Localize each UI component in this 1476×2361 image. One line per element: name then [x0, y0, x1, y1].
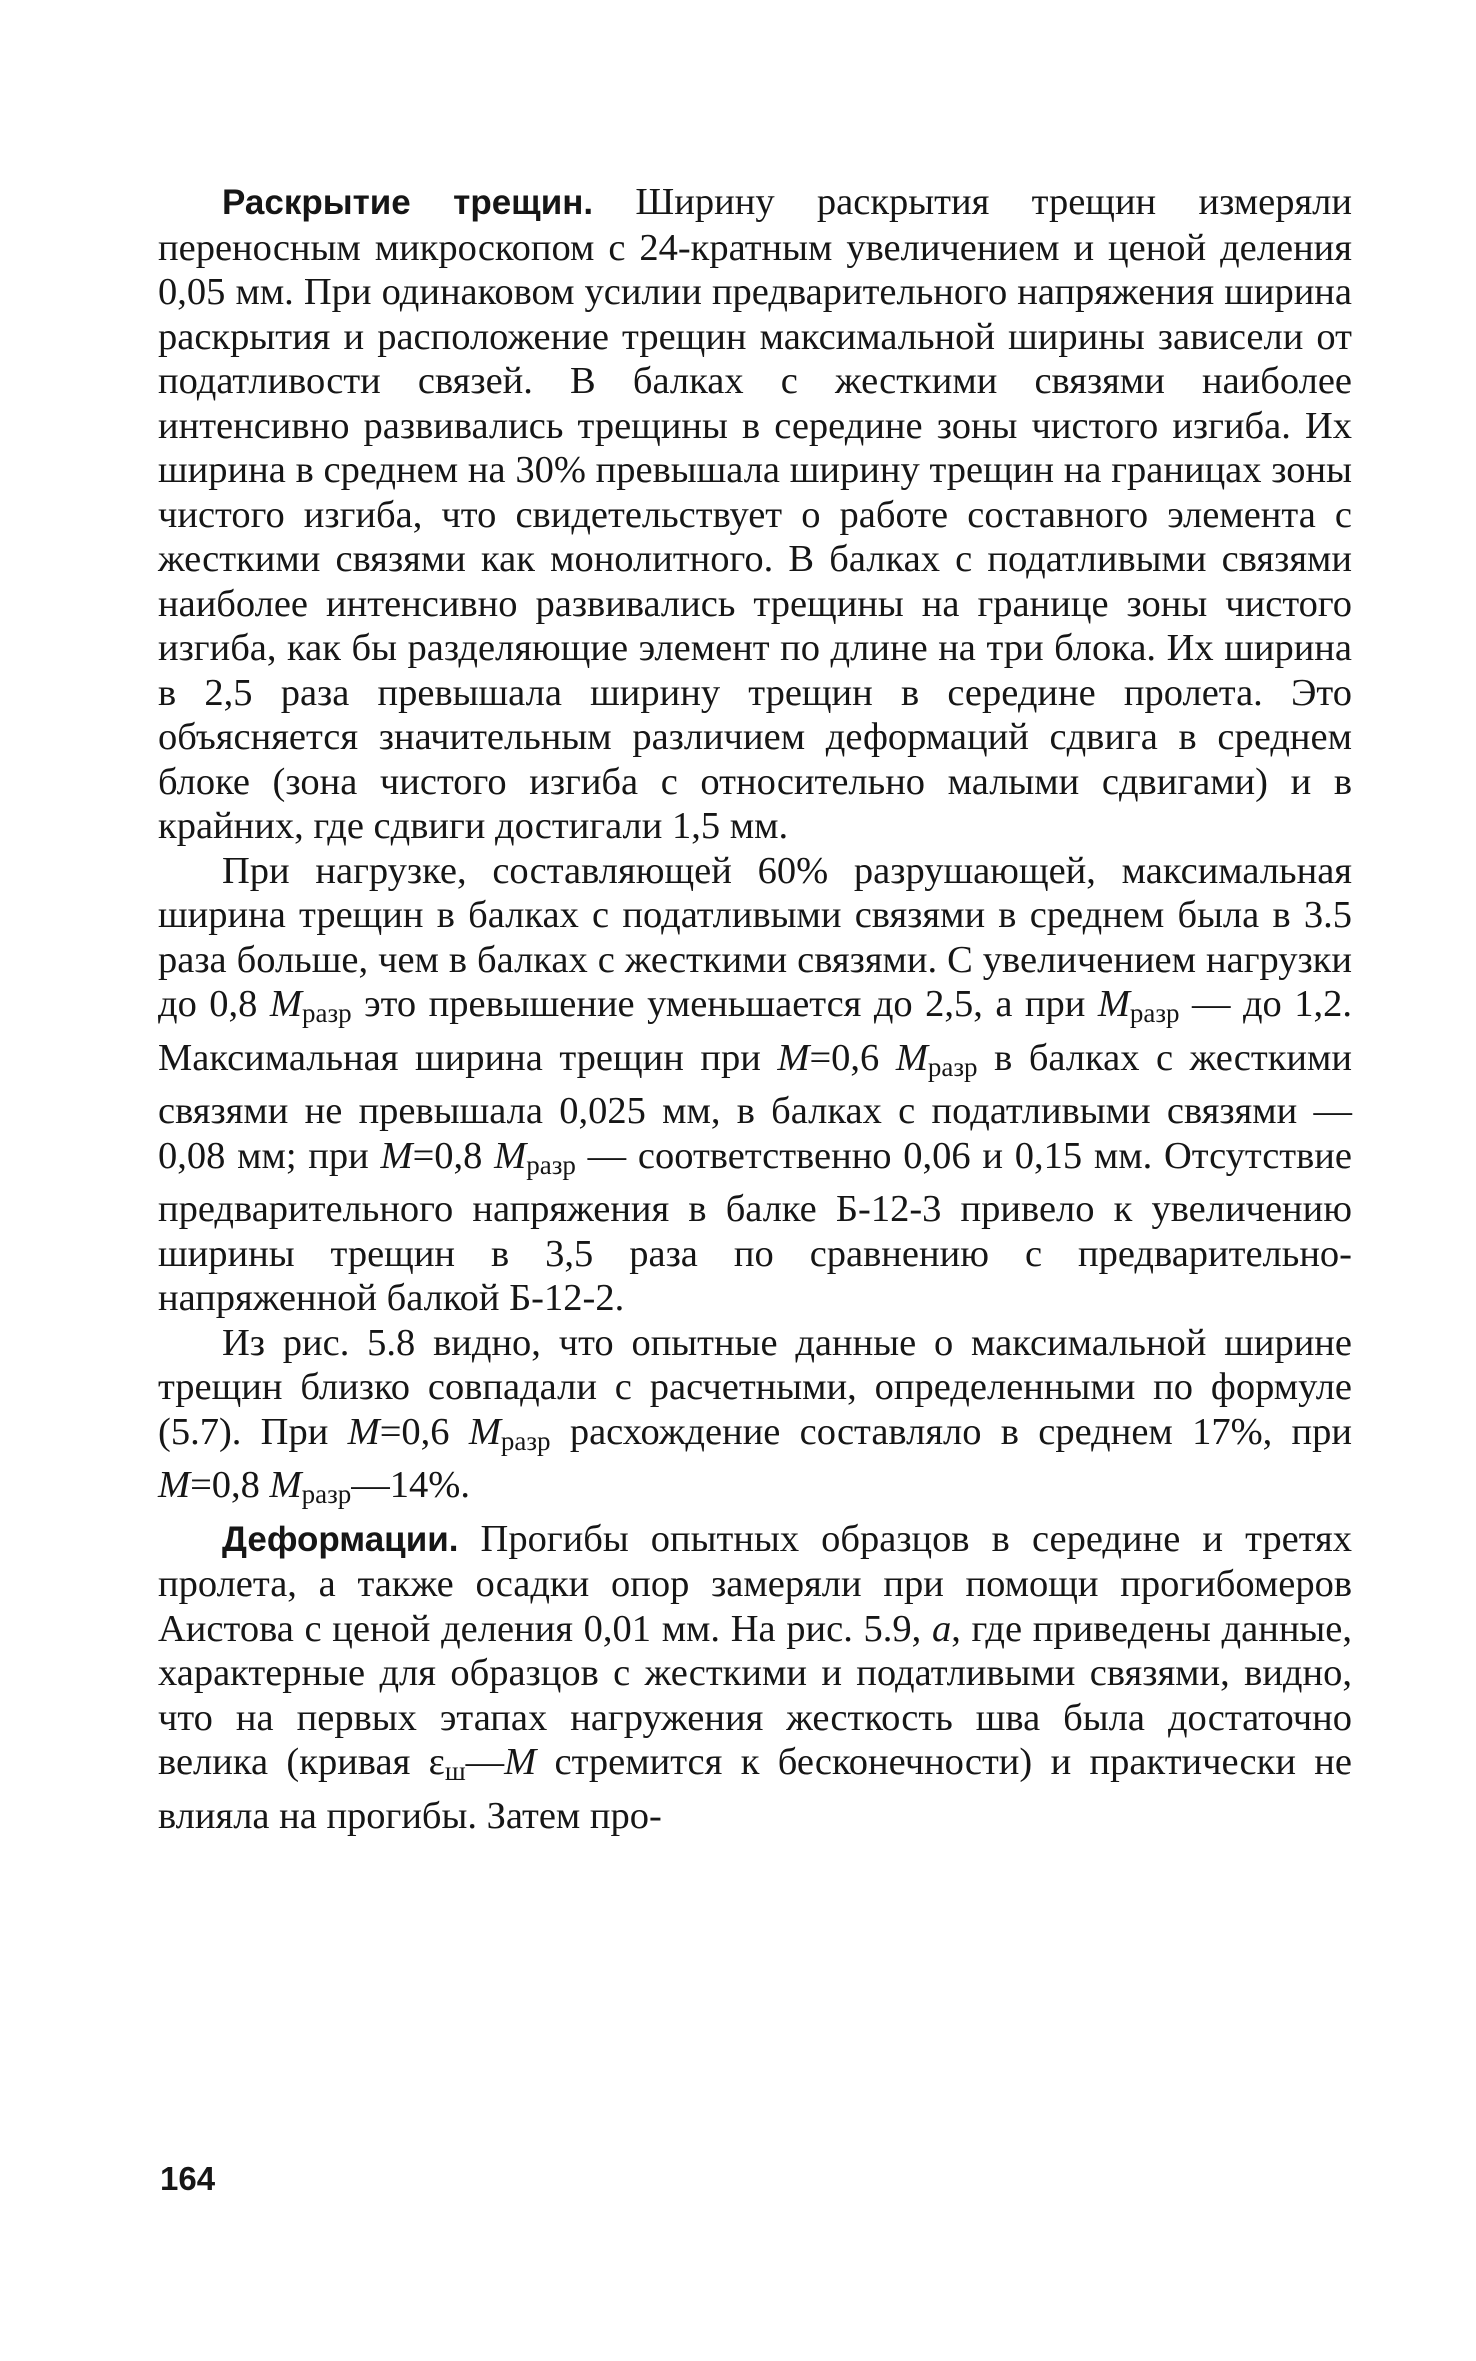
paragraph-text: , где приведены данные, характерные для образцов с жесткими и податливыми связями, видно, что на первых этапах нагружения жесткость шва была достаточно велика (кривая: [158, 1607, 1352, 1783]
heading-crack-opening: Раскрытие трещин.: [222, 183, 594, 222]
symbol-M: M: [1097, 983, 1130, 1025]
paragraph-crack-opening: [158, 180, 1352, 849]
paragraph-text: При нагрузке, составляющей 60% разрушающей, максимальная ширина трещин в балках с податливыми связями в среднем была в 3.5 раза больше, чем в балках с жесткими связями. С увеличением нагрузки до 0,8: [158, 849, 1352, 1025]
paragraph-text: =0,8: [190, 1464, 270, 1506]
paragraph-text: расхождение составляло в среднем 17%, при: [550, 1410, 1352, 1453]
symbol-M: M: [380, 1134, 413, 1177]
paragraph-text: — соответственно 0,06 и 0,15 мм. Отсутствие предварительного напряжения в балке Б-12-3 привело к увеличению ширины трещин в 3,5 раза по сравнению с предварительно-напряженной балкой Б-12-2.: [158, 1134, 1352, 1319]
subscript-razr: разр: [301, 998, 352, 1028]
figure-letter-a: а: [931, 1607, 952, 1650]
page-body: [158, 180, 1352, 1838]
subscript-razr: разр: [301, 1479, 352, 1509]
paragraph-text: — до 1,2. Максимальная ширина трещин при: [158, 983, 1353, 1079]
paragraph-load-comparison: [158, 849, 1352, 1321]
paragraph-text: Из рис. 5.8 видно, что опытные данные о максимальной ширине трещин близко совпадали с расчетными, определенными по формуле (5.7). При: [158, 1321, 1352, 1453]
heading-deformations: Деформации.: [222, 1519, 459, 1559]
paragraph-text: Прогибы опытных образцов в середине и третях пролета, а также осадки опор замеряли при помощи прогибомеров Аистова с ценой деления 0,01 мм. На рис. 5.9,: [158, 1517, 1352, 1650]
symbol-M: M: [468, 1410, 501, 1453]
symbol-M: M: [504, 1741, 537, 1783]
subscript-sh: ш: [444, 1756, 466, 1786]
subscript-razr: разр: [526, 1149, 576, 1180]
symbol-epsilon: ε: [428, 1741, 445, 1783]
symbol-M: M: [494, 1134, 527, 1177]
paragraph-figure-comparison: [158, 1321, 1352, 1517]
paragraph-text: —14%.: [351, 1464, 470, 1506]
symbol-M: M: [347, 1410, 380, 1453]
symbol-M: M: [777, 1036, 810, 1079]
subscript-razr: разр: [927, 1051, 978, 1082]
paragraph-text: =0,8: [412, 1134, 495, 1177]
paragraph-text: стремится к бесконечности) и практически не влияла на прогибы. Затем про-: [158, 1741, 1352, 1837]
subscript-razr: разр: [500, 1425, 551, 1456]
paragraph-text: это превышение уменьшается до 2,5, а при: [351, 983, 1098, 1025]
symbol-M: M: [158, 1464, 191, 1506]
symbol-M: M: [269, 1464, 302, 1506]
page-number: 164: [160, 2160, 216, 2197]
symbol-M: M: [895, 1036, 928, 1079]
paragraph-text: —: [465, 1741, 505, 1783]
subscript-razr: разр: [1129, 998, 1180, 1028]
paragraph-text: =0,6: [809, 1036, 896, 1079]
paragraph-deformations: [158, 1517, 1352, 1839]
paragraph-text: в балках с жесткими связями не превышала 0,025 мм, в балках с податливыми связями —0,08 мм; при: [158, 1036, 1352, 1177]
paragraph-text: Ширину раскрытия трещин измеряли переносным микроскопом с 24-кратным увеличением и ценой деления 0,05 мм. При одинаковом усилии предварительного напряжения ширина раскрытия и расположение трещин максимальной ширины зависели от податливости связей. В балках с жесткими связями наиболее интенсивно развивались трещины в середине зоны чистого изгиба. Их ширина в среднем на 30% превышала ширину трещин на границах зоны чистого изгиба, что свидетельствует о работе составного элемента с жесткими связями как монолитного. В балках с податливыми связями наиболее интенсивно развивались трещины на границе зоны чистого изгиба, как бы разделяющие элемент по длине на три блока. Их ширина в 2,5 раза превышала ширину трещин в середине пролета. Это объясняется значительным различием деформаций сдвига в среднем блоке (зона чистого изгиба с относительно малыми сдвигами) и в крайних, где сдвиги достигали 1,5 мм.: [158, 181, 1352, 847]
paragraph-text: =0,6: [379, 1410, 469, 1453]
symbol-M: M: [269, 983, 302, 1025]
